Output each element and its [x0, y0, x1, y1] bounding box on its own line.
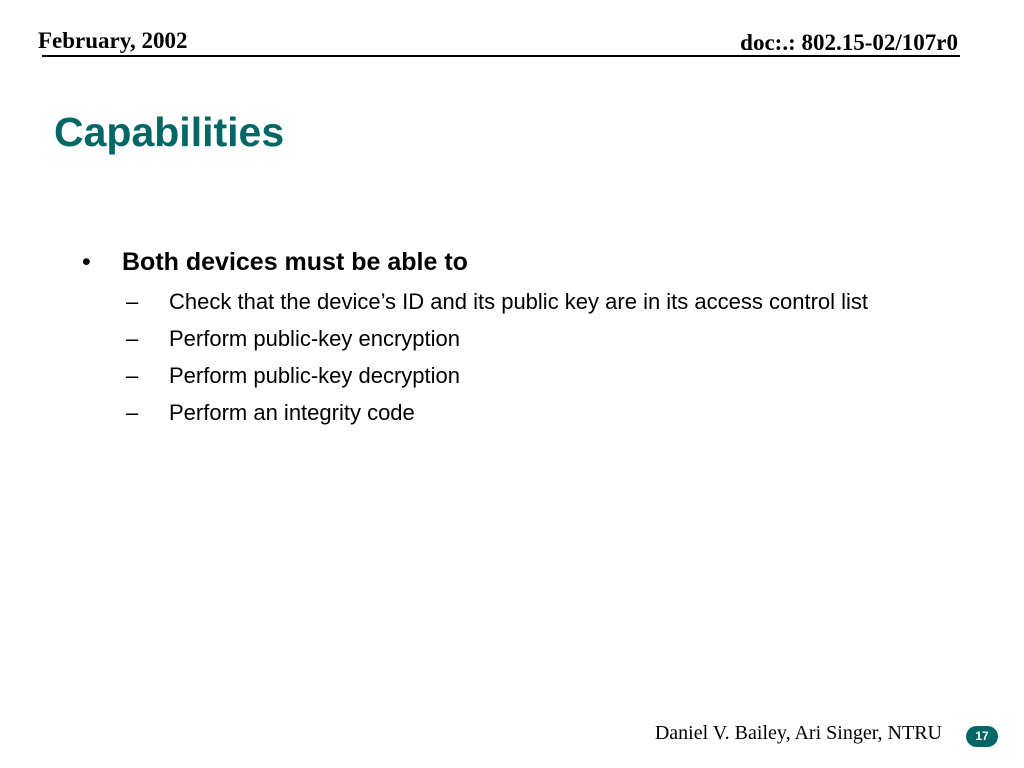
- dash-marker: –: [126, 289, 139, 314]
- header-date: February, 2002: [38, 28, 188, 53]
- sub-bullet-item: [126, 397, 966, 428]
- bullet-text: Both devices must be able to: [122, 248, 468, 276]
- sub-bullet-text: Perform an integrity code: [169, 400, 415, 425]
- sub-bullet-item: [126, 286, 966, 317]
- bullet-marker: •: [82, 248, 91, 276]
- sub-bullet-text: Check that the device’s ID and its public key are in its access control list: [169, 289, 869, 314]
- sub-bullet-item: [126, 360, 966, 391]
- sub-bullet-list: [126, 286, 966, 434]
- sub-bullet-item: [126, 323, 966, 354]
- sub-bullet-text: Perform public-key encryption: [169, 326, 461, 351]
- dash-marker: –: [126, 400, 139, 425]
- header-doc-id: doc:.: 802.15-02/107r0: [740, 30, 958, 55]
- footer-authors: Daniel V. Bailey, Ari Singer, NTRU: [654, 722, 942, 744]
- dash-marker: –: [126, 326, 139, 351]
- slide-title: Capabilities: [54, 109, 285, 155]
- page-number-badge: 17: [966, 726, 998, 747]
- header-divider: [42, 55, 960, 57]
- sub-bullet-text: Perform public-key decryption: [169, 363, 461, 388]
- dash-marker: –: [126, 363, 139, 388]
